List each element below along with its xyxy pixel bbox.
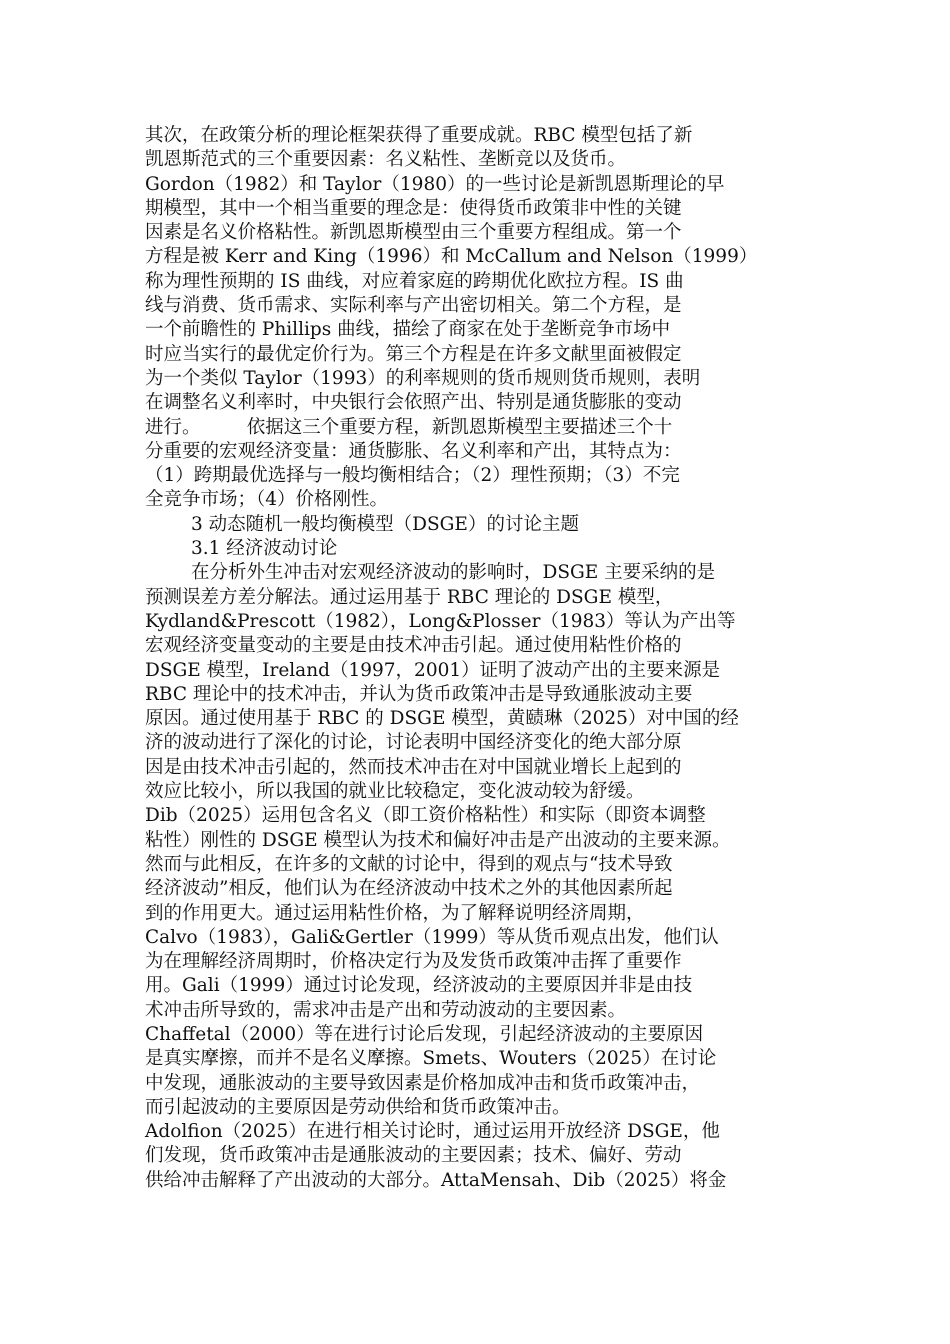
text-line: 因是由技术冲击引起的，然而技术冲击在对中国就业增长上起到的 <box>145 756 682 778</box>
text-line: 到的作用更大。通过运用粘性价格，为了解释说明经济周期， <box>145 902 645 924</box>
text-line: 效应比较小，所以我国的就业比较稳定，变化波动较为舒缓。 <box>145 781 645 803</box>
text-line: 其次，在政策分析的理论框架获得了重要成就。RBC 模型包括了新 <box>145 125 693 146</box>
document-page <box>145 124 817 1193</box>
text-line: 称为理性预期的 IS 曲线，对应着家庭的跨期优化欧拉方程。IS 曲 <box>145 270 684 292</box>
text-line: 们发现，货币政策冲击是通胀波动的主要因素；技术、偏好、劳动 <box>145 1145 682 1167</box>
text-line: 为在理解经济周期时，价格决定行为及发货币政策冲击挥了重要作 <box>145 951 682 973</box>
text-line: Gordon（1982）和 Taylor（1980）的一些讨论是新凯恩斯理论的早 <box>145 173 725 195</box>
text-line: 然而与此相反，在许多的文献的讨论中，得到的观点与“技术导致 <box>145 853 673 875</box>
text-line: 在分析外生冲击对宏观经济波动的影响时，DSGE 主要采纳的是 <box>191 562 716 584</box>
text-line: Kydland&Prescott（1982），Long&Plosser（1983）等认为产出等 <box>145 610 736 632</box>
text-line: 是真实摩擦，而并不是名义摩擦。Smets、Wouters（2025）在讨论 <box>145 1048 717 1070</box>
text-line: 进行。 依据这三个重要方程，新凯恩斯模型主要描述三个十 <box>145 416 673 438</box>
section-heading: 3 动态随机一般均衡模型（DSGE）的讨论主题 <box>191 513 579 535</box>
text-line: Calvo（1983），Gali&Gertler（1999）等从货币观点出发，他们认 <box>145 926 719 948</box>
text-line: Chaffetal（2000）等在进行讨论后发现，引起经济波动的主要原因 <box>145 1023 704 1045</box>
text-line: 全竞争市场；（4）价格刚性。 <box>145 489 389 511</box>
text-line: 期模型，其中一个相当重要的理念是：使得货币政策非中性的关键 <box>145 197 682 219</box>
text-line: 宏观经济变量变动的主要是由技术冲击引起。通过使用粘性价格的 <box>145 635 682 657</box>
text-line: RBC 理论中的技术冲击，并认为货币政策冲击是导致通胀波动主要 <box>145 683 693 705</box>
text-line: 为一个类似 Taylor（1993）的利率规则的货币规则货币规则，表明 <box>145 367 701 389</box>
text-line: 中发现，通胀波动的主要导致因素是价格加成冲击和货币政策冲击， <box>145 1072 701 1094</box>
text-line: 在调整名义利率时，中央银行会依照产出、特别是通货膨胀的变动 <box>145 392 682 414</box>
text-line: 时应当实行的最优定价行为。第三个方程是在许多文献里面被假定 <box>145 343 682 365</box>
text-line: 预测误差方差分解法。通过运用基于 RBC 理论的 DSGE 模型， <box>145 586 674 608</box>
text-line: 原因。通过使用基于 RBC 的 DSGE 模型，黄赜琳（2025）对中国的经 <box>145 708 739 730</box>
text-line: Dib（2025）运用包含名义（即工资价格粘性）和实际（即资本调整 <box>145 805 706 827</box>
text-line: 济的波动进行了深化的讨论，讨论表明中国经济变化的绝大部分原 <box>145 732 682 754</box>
text-line: 分重要的宏观经济变量：通货膨胀、名义利率和产出，其特点为： <box>145 440 682 462</box>
text-line: 一个前瞻性的 Phillips 曲线，描绘了商家在处于垄断竞争市场中 <box>145 319 671 341</box>
text-line: Adolfion（2025）在进行相关讨论时，通过运用开放经济 DSGE，他 <box>145 1121 720 1143</box>
text-line: （1）跨期最优选择与一般均衡相结合；（2）理性预期；（3）不完 <box>145 465 680 487</box>
text-line: 因素是名义价格粘性。新凯恩斯模型由三个重要方程组成。第一个 <box>145 222 682 244</box>
text-line: 方程是被 Kerr and King（1996）和 McCallum and Nelson（1999） <box>145 246 758 268</box>
text-line: 线与消费、货币需求、实际利率与产出密切相关。第二个方程，是 <box>145 295 682 317</box>
text-line: DSGE 模型，Ireland（1997，2001）证明了波动产出的主要来源是 <box>145 659 721 681</box>
text-line: 术冲击所导致的，需求冲击是产出和劳动波动的主要因素。 <box>145 999 627 1021</box>
subsection-heading: 3.1 经济波动讨论 <box>191 538 338 560</box>
text-line: 用。Gali（1999）通过讨论发现，经济波动的主要原因并非是由技 <box>145 975 693 997</box>
text-line: 供给冲击解释了产出波动的大部分。AttaMensah、Dib（2025）将金 <box>145 1169 727 1191</box>
text-line: 凯恩斯范式的三个重要因素：名义粘性、垄断竞以及货币。 <box>145 149 627 171</box>
text-line: 粘性）刚性的 DSGE 模型认为技术和偏好冲击是产出波动的主要来源。 <box>145 829 731 851</box>
text-line: 而引起波动的主要原因是劳动供给和货币政策冲击。 <box>145 1096 571 1118</box>
text-line: 经济波动”相反，他们认为在经济波动中技术之外的其他因素所起 <box>145 878 673 900</box>
